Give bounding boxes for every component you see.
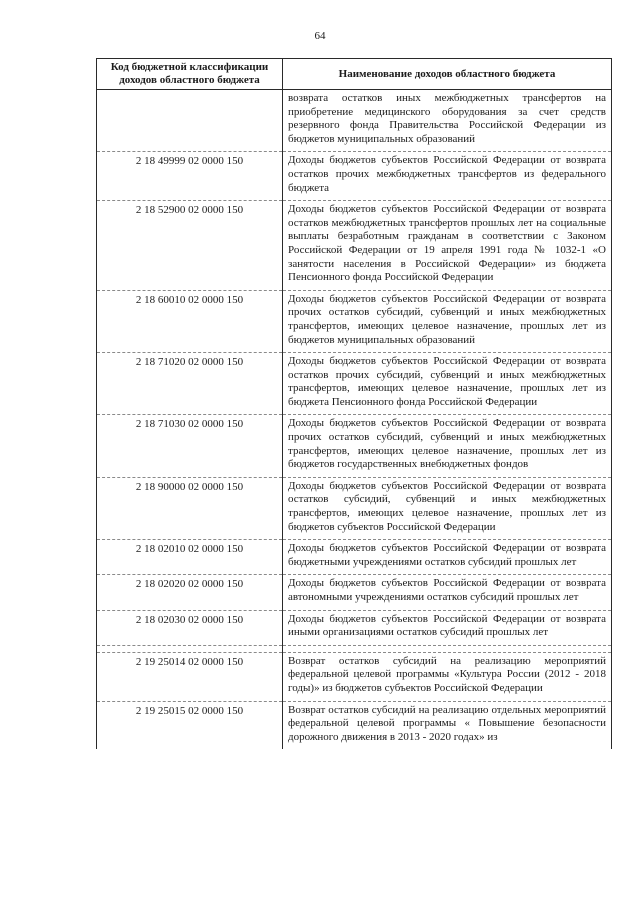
table-row <box>97 610 612 645</box>
table-row <box>97 152 612 201</box>
classification-code: 2 18 90000 02 0000 150 <box>97 477 283 539</box>
table-row-spacer <box>97 645 612 652</box>
spacer-cell <box>97 645 283 652</box>
table-row <box>97 90 612 152</box>
revenue-name: Доходы бюджетов субъектов Российской Федерации от возврата остатков субсидий, субвенций и иных межбюджетных трансфертов, имеющих целевое назначение, прошлых лет из бюджетов субъектов Российской Федерации <box>283 477 612 539</box>
name-column-header: Наименование доходов областного бюджета <box>283 59 612 90</box>
table-row <box>97 477 612 539</box>
classification-code: 2 18 71020 02 0000 150 <box>97 353 283 415</box>
revenue-name: Возврат остатков субсидий на реализацию мероприятий федеральной целевой программы «Культура России (2012 - 2018 годы)» из бюджетов субъектов Российской Федерации <box>283 652 612 701</box>
table-row <box>97 701 612 749</box>
table-row <box>97 540 612 575</box>
revenue-name: Доходы бюджетов субъектов Российской Федерации от возврата бюджетными учреждениями остатков субсидий прошлых лет <box>283 540 612 575</box>
revenue-name: Доходы бюджетов субъектов Российской Федерации от возврата иными организациями остатков субсидий прошлых лет <box>283 610 612 645</box>
table-row <box>97 415 612 477</box>
table-row <box>97 575 612 610</box>
table-row <box>97 353 612 415</box>
revenue-name: Доходы бюджетов субъектов Российской Федерации от возврата прочих остатков субсидий, субвенций и иных межбюджетных трансфертов, имеющих целевое назначение, прошлых лет из бюджетов государственных внебюджетных фондов <box>283 415 612 477</box>
table-header-row <box>97 59 612 90</box>
classification-code: 2 19 25014 02 0000 150 <box>97 652 283 701</box>
spacer-cell <box>283 645 612 652</box>
classification-code: 2 18 02010 02 0000 150 <box>97 540 283 575</box>
revenue-name: Доходы бюджетов субъектов Российской Федерации от возврата остатков прочих межбюджетных трансфертов из федерального бюджета <box>283 152 612 201</box>
table-row <box>97 201 612 291</box>
revenue-name: возврата остатков иных межбюджетных трансфертов на приобретение медицинского оборудования за счет средств резервного фонда Правительства Российской Федерации из бюджетов муниципальных образований <box>283 90 612 152</box>
revenue-name: Доходы бюджетов субъектов Российской Федерации от возврата остатков прочих субсидий, субвенций и иных межбюджетных трансфертов, имеющих целевое назначение, прошлых лет из бюджета Пенсионного фонда Российской Федерации <box>283 353 612 415</box>
table-row <box>97 290 612 352</box>
classification-code: 2 18 60010 02 0000 150 <box>97 290 283 352</box>
classification-code: 2 18 02030 02 0000 150 <box>97 610 283 645</box>
budget-revenue-table <box>96 58 612 749</box>
revenue-name: Возврат остатков субсидий на реализацию отдельных мероприятий федеральной целевой программы « Повышение безопасности дорожного движения в 2013 - 2020 годах» из <box>283 701 612 749</box>
classification-code: 2 18 49999 02 0000 150 <box>97 152 283 201</box>
classification-code: 2 18 52900 02 0000 150 <box>97 201 283 291</box>
code-column-header: Код бюджетной классификации доходов областного бюджета <box>97 59 283 90</box>
classification-code <box>97 90 283 152</box>
revenue-name: Доходы бюджетов субъектов Российской Федерации от возврата прочих остатков субсидий, субвенций и иных межбюджетных трансфертов, имеющих целевое назначение, прошлых лет из бюджетов муниципальных образований <box>283 290 612 352</box>
table-row <box>97 652 612 701</box>
classification-code: 2 18 71030 02 0000 150 <box>97 415 283 477</box>
page-number: 64 <box>314 30 326 42</box>
classification-code: 2 19 25015 02 0000 150 <box>97 701 283 749</box>
revenue-name: Доходы бюджетов субъектов Российской Федерации от возврата автономными учреждениями остатков субсидий прошлых лет <box>283 575 612 610</box>
revenue-name: Доходы бюджетов субъектов Российской Федерации от возврата остатков межбюджетных трансфертов прошлых лет на социальные выплаты безработным гражданам в соответствии с Законом Российской Федерации от 19 апреля 1991 года № 1032-1 «О занятости населения в Российской Федерации» из бюджета Пенсионного фонда Российской Федерации <box>283 201 612 291</box>
classification-code: 2 18 02020 02 0000 150 <box>97 575 283 610</box>
